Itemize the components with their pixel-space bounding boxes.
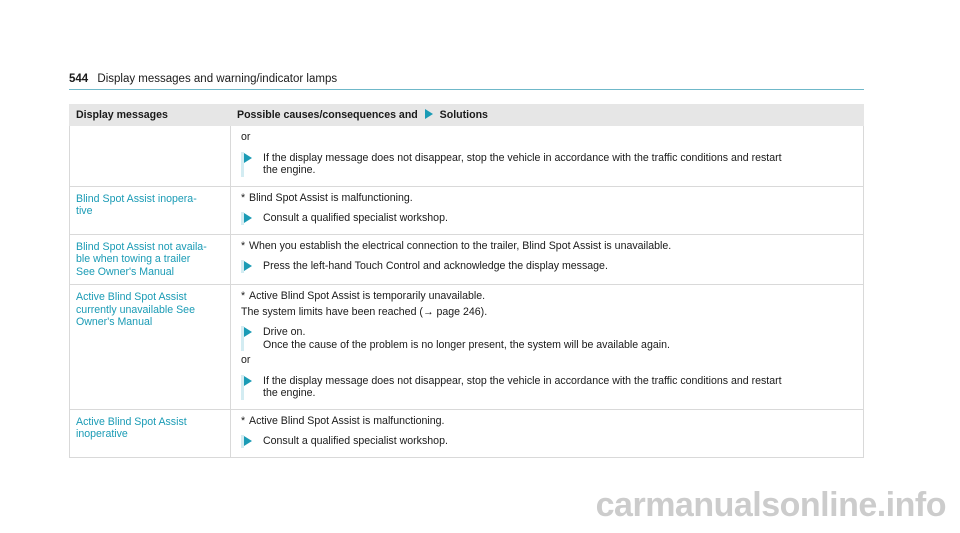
solution-step: Consult a qualified specialist workshop. bbox=[241, 435, 855, 448]
message-cell: Active Blind Spot Assist inoperative bbox=[70, 409, 231, 457]
arrow-right-icon bbox=[425, 109, 433, 119]
or-text: or bbox=[241, 131, 251, 143]
table-row bbox=[70, 409, 864, 457]
arrow-right-icon bbox=[244, 261, 252, 271]
solution-step: Drive on. Once the cause of the problem is no longer present, the system will be available again. bbox=[241, 326, 855, 351]
cause-text: * Blind Spot Assist is malfunctioning. bbox=[241, 191, 413, 204]
arrow-right-icon bbox=[244, 327, 252, 337]
page-number: 544 bbox=[69, 73, 89, 85]
cause-text: * Active Blind Spot Assist is temporarily unavailable. bbox=[241, 290, 486, 302]
cause-text: * When you establish the electrical connection to the trailer, Blind Spot Assist is unavailable. bbox=[241, 239, 672, 252]
arrow-right-icon bbox=[244, 153, 252, 163]
page-header bbox=[69, 72, 864, 86]
message-cell bbox=[70, 126, 231, 187]
solution-step: If the display message does not disappear, stop the vehicle in accordance with the traffic conditions and restart the engine. bbox=[241, 152, 855, 177]
body-cell bbox=[231, 126, 864, 187]
page-title: Display messages and warning/indicator lamps bbox=[97, 73, 338, 85]
column-header-messages: Display messages bbox=[70, 105, 231, 126]
arrow-right-icon bbox=[244, 213, 252, 223]
limits-text: The system limits have been reached (→ page 246). bbox=[241, 305, 488, 318]
arrow-right-icon bbox=[244, 436, 252, 446]
message-cell: Blind Spot Assist not availa- ble when towing a trailer See Owner's Manual bbox=[70, 234, 231, 285]
message-cell: Blind Spot Assist inopera- tive bbox=[70, 186, 231, 234]
solution-step: If the display message does not disappear, stop the vehicle in accordance with the traffic conditions and restart the engine. bbox=[241, 375, 855, 400]
table-row bbox=[70, 126, 864, 187]
solution-step: Consult a qualified specialist workshop. bbox=[241, 212, 855, 225]
table-row bbox=[70, 234, 864, 285]
body-cell bbox=[231, 234, 864, 285]
arrow-right-icon bbox=[244, 376, 252, 386]
table-row bbox=[70, 186, 864, 234]
display-messages-table bbox=[69, 104, 864, 458]
watermark: carmanualsonline.info bbox=[595, 486, 946, 524]
table-row bbox=[70, 285, 864, 410]
cause-text: * Active Blind Spot Assist is malfunctioning. bbox=[241, 414, 445, 427]
or-text: or bbox=[241, 354, 251, 366]
message-cell: Active Blind Spot Assist currently unavailable See Owner's Manual bbox=[70, 285, 231, 410]
table-header-row bbox=[70, 105, 864, 126]
header-rule bbox=[69, 89, 864, 90]
body-cell bbox=[231, 285, 864, 410]
body-cell bbox=[231, 409, 864, 457]
body-cell bbox=[231, 186, 864, 234]
column-header-causes: Possible causes/consequences and Solutions bbox=[231, 105, 864, 126]
solution-step: Press the left-hand Touch Control and acknowledge the display message. bbox=[241, 260, 855, 273]
